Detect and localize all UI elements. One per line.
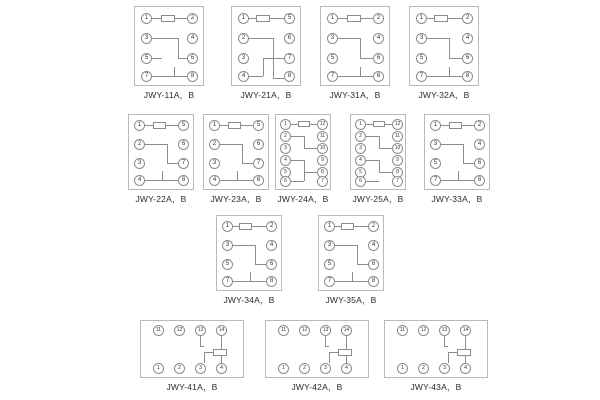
diagram-jwy-43 (384, 320, 488, 393)
diagram-box (134, 6, 204, 86)
diagram-caption: JWY-21A，B (240, 90, 292, 100)
diagram-jwy-34 (216, 215, 282, 306)
pin[interactable]: 5 (222, 259, 233, 270)
pin[interactable]: 8 (462, 71, 473, 82)
pin[interactable]: 3 (141, 33, 152, 44)
diagram-box (140, 320, 244, 378)
pin[interactable]: 6 (187, 53, 198, 64)
pin[interactable]: 2 (368, 221, 379, 232)
diagram-jwy-22 (128, 114, 194, 205)
pin[interactable]: 6 (462, 53, 473, 64)
pin[interactable]: 6 (368, 259, 379, 270)
pin[interactable]: 6 (280, 176, 291, 187)
pin[interactable]: 7 (222, 276, 233, 287)
pin[interactable]: 2 (299, 363, 310, 374)
pin[interactable]: 8 (317, 167, 328, 178)
diagram-jwy-25 (350, 114, 406, 205)
pin[interactable]: 11 (153, 325, 164, 336)
pin[interactable]: 4 (460, 363, 471, 374)
diagram-jwy-24 (275, 114, 331, 205)
pin[interactable]: 4 (238, 71, 249, 82)
pin[interactable]: 3 (209, 158, 220, 169)
coil-symbol (347, 15, 361, 22)
pin[interactable]: 6 (253, 139, 264, 150)
diagram-box (216, 215, 282, 291)
pin[interactable]: 4 (187, 33, 198, 44)
pin[interactable]: 7 (141, 71, 152, 82)
pin[interactable]: 2 (462, 13, 473, 24)
diagram-caption: JWY-31A，B (329, 90, 381, 100)
pin[interactable]: 6 (284, 33, 295, 44)
pin[interactable]: 8 (266, 276, 277, 287)
pin[interactable]: 7 (324, 276, 335, 287)
pin[interactable]: 10 (317, 143, 328, 154)
diagram-jwy-35 (318, 215, 384, 306)
diagram-caption: JWY-11A，B (143, 90, 195, 100)
pin[interactable]: 14 (216, 325, 227, 336)
pin[interactable]: 1 (327, 13, 338, 24)
pin[interactable]: 1 (324, 221, 335, 232)
pin[interactable]: 2 (266, 221, 277, 232)
pin[interactable]: 5 (327, 53, 338, 64)
pin[interactable]: 6 (266, 259, 277, 270)
diagram-caption: JWY-32A，B (418, 90, 470, 100)
pin[interactable]: 3 (238, 53, 249, 64)
diagram-box (231, 6, 301, 86)
diagram-jwy-31 (320, 6, 390, 101)
pin[interactable]: 1 (134, 120, 145, 131)
pin[interactable]: 5 (178, 120, 189, 131)
diagram-box (424, 114, 490, 190)
pin[interactable]: 4 (368, 240, 379, 251)
diagram-jwy-42 (265, 320, 369, 393)
pin[interactable]: 12 (174, 325, 185, 336)
coil-symbol (228, 122, 241, 129)
pin[interactable]: 2 (209, 139, 220, 150)
pin[interactable]: 7 (317, 176, 328, 187)
diagram-caption: JWY-24A，B (277, 194, 329, 204)
pin[interactable]: 11 (392, 131, 403, 142)
pin[interactable]: 6 (474, 158, 485, 169)
diagram-caption: JWY-33A，B (431, 194, 483, 204)
coil-symbol (153, 122, 166, 129)
coil-symbol (161, 15, 175, 22)
diagram-caption: JWY-22A，B (135, 194, 187, 204)
pin[interactable]: 6 (178, 139, 189, 150)
pin[interactable]: 3 (439, 363, 450, 374)
diagram-caption: JWY-34A，B (223, 295, 275, 305)
pin[interactable]: 3 (327, 33, 338, 44)
diagram-jwy-21 (231, 6, 301, 101)
pin[interactable]: 5 (355, 167, 366, 178)
pin[interactable]: 4 (462, 33, 473, 44)
diagram-box (320, 6, 390, 86)
diagram-jwy-23 (203, 114, 269, 205)
pin[interactable]: 5 (324, 259, 335, 270)
pin[interactable]: 13 (195, 325, 206, 336)
pin[interactable]: 8 (474, 175, 485, 186)
pin[interactable]: 11 (397, 325, 408, 336)
pin[interactable]: 14 (341, 325, 352, 336)
pin[interactable]: 1 (355, 119, 366, 130)
pin[interactable]: 3 (430, 139, 441, 150)
pin[interactable]: 2 (373, 13, 384, 24)
pin[interactable]: 8 (373, 71, 384, 82)
pin[interactable]: 7 (253, 158, 264, 169)
pin[interactable]: 3 (195, 363, 206, 374)
pin[interactable]: 8 (253, 175, 264, 186)
pin[interactable]: 8 (178, 175, 189, 186)
pin[interactable]: 5 (280, 167, 291, 178)
pin[interactable]: 4 (373, 33, 384, 44)
pin[interactable]: 1 (209, 120, 220, 131)
pin[interactable]: 11 (317, 131, 328, 142)
pin[interactable]: 13 (439, 325, 450, 336)
coil-symbol (256, 15, 270, 22)
pin[interactable]: 4 (474, 139, 485, 150)
coil-symbol (373, 121, 385, 127)
pin[interactable]: 13 (320, 325, 331, 336)
pin[interactable]: 2 (174, 363, 185, 374)
pin[interactable]: 3 (355, 143, 366, 154)
pin[interactable]: 4 (209, 175, 220, 186)
diagram-box (128, 114, 194, 190)
diagram-box (318, 215, 384, 291)
diagram-caption: JWY-25A，B (352, 194, 404, 204)
coil-symbol (449, 122, 462, 129)
pin[interactable]: 8 (187, 71, 198, 82)
pin[interactable]: 1 (141, 13, 152, 24)
pin[interactable]: 7 (178, 158, 189, 169)
pin[interactable]: 6 (355, 176, 366, 187)
pin[interactable]: 11 (278, 325, 289, 336)
pin[interactable]: 1 (238, 13, 249, 24)
pin[interactable]: 2 (187, 13, 198, 24)
pin[interactable]: 5 (416, 53, 427, 64)
diagram-box (409, 6, 479, 86)
pin[interactable]: 12 (392, 119, 403, 130)
pin[interactable]: 7 (392, 176, 403, 187)
coil-symbol (457, 349, 471, 356)
diagram-box (203, 114, 269, 190)
pin[interactable]: 9 (317, 155, 328, 166)
pin[interactable]: 8 (392, 167, 403, 178)
pin[interactable]: 2 (355, 131, 366, 142)
pin[interactable]: 7 (284, 53, 295, 64)
diagram-caption: JWY-41A，B (166, 382, 218, 392)
coil-symbol (341, 223, 354, 230)
pin[interactable]: 2 (474, 120, 485, 131)
pin[interactable]: 3 (280, 143, 291, 154)
diagram-box (275, 114, 331, 190)
coil-symbol (213, 349, 227, 356)
pin[interactable]: 3 (134, 158, 145, 169)
pin[interactable]: 1 (397, 363, 408, 374)
coil-symbol (239, 223, 252, 230)
pin[interactable]: 9 (392, 155, 403, 166)
pin[interactable]: 2 (280, 131, 291, 142)
pin[interactable]: 6 (373, 53, 384, 64)
diagram-caption: JWY-42A，B (291, 382, 343, 392)
pin[interactable]: 1 (280, 119, 291, 130)
pin[interactable]: 5 (253, 120, 264, 131)
diagram-jwy-41 (140, 320, 244, 393)
pin[interactable]: 5 (141, 53, 152, 64)
pin[interactable]: 3 (222, 240, 233, 251)
pin[interactable]: 1 (278, 363, 289, 374)
pin[interactable]: 8 (368, 276, 379, 287)
pin[interactable]: 4 (280, 155, 291, 166)
diagram-jwy-32 (409, 6, 479, 101)
pin[interactable]: 2 (418, 363, 429, 374)
pin[interactable]: 14 (460, 325, 471, 336)
pin[interactable]: 4 (266, 240, 277, 251)
diagram-box (384, 320, 488, 378)
pin[interactable]: 4 (355, 155, 366, 166)
diagram-caption: JWY-23A，B (210, 194, 262, 204)
diagram-box (265, 320, 369, 378)
pin[interactable]: 3 (320, 363, 331, 374)
pin[interactable]: 5 (284, 13, 295, 24)
pin[interactable]: 1 (430, 120, 441, 131)
pin[interactable]: 7 (430, 175, 441, 186)
coil-symbol (298, 121, 310, 127)
pin[interactable]: 3 (324, 240, 335, 251)
pin[interactable]: 12 (418, 325, 429, 336)
pin[interactable]: 2 (238, 33, 249, 44)
pin[interactable]: 12 (299, 325, 310, 336)
pin[interactable]: 3 (416, 33, 427, 44)
pin[interactable]: 12 (317, 119, 328, 130)
diagram-caption: JWY-35A，B (325, 295, 377, 305)
diagram-caption: JWY-43A，B (410, 382, 462, 392)
coil-symbol (434, 15, 448, 22)
pin[interactable]: 1 (416, 13, 427, 24)
pin[interactable]: 5 (430, 158, 441, 169)
pin[interactable]: 1 (222, 221, 233, 232)
diagram-jwy-33 (424, 114, 490, 205)
pin[interactable]: 8 (284, 71, 295, 82)
pin[interactable]: 7 (327, 71, 338, 82)
pin[interactable]: 1 (153, 363, 164, 374)
pin[interactable]: 10 (392, 143, 403, 154)
pin[interactable]: 4 (341, 363, 352, 374)
diagram-box (350, 114, 406, 190)
pin[interactable]: 4 (134, 175, 145, 186)
pin[interactable]: 7 (416, 71, 427, 82)
pin[interactable]: 2 (134, 139, 145, 150)
pin[interactable]: 4 (216, 363, 227, 374)
diagram-jwy-11 (134, 6, 204, 101)
coil-symbol (338, 349, 352, 356)
